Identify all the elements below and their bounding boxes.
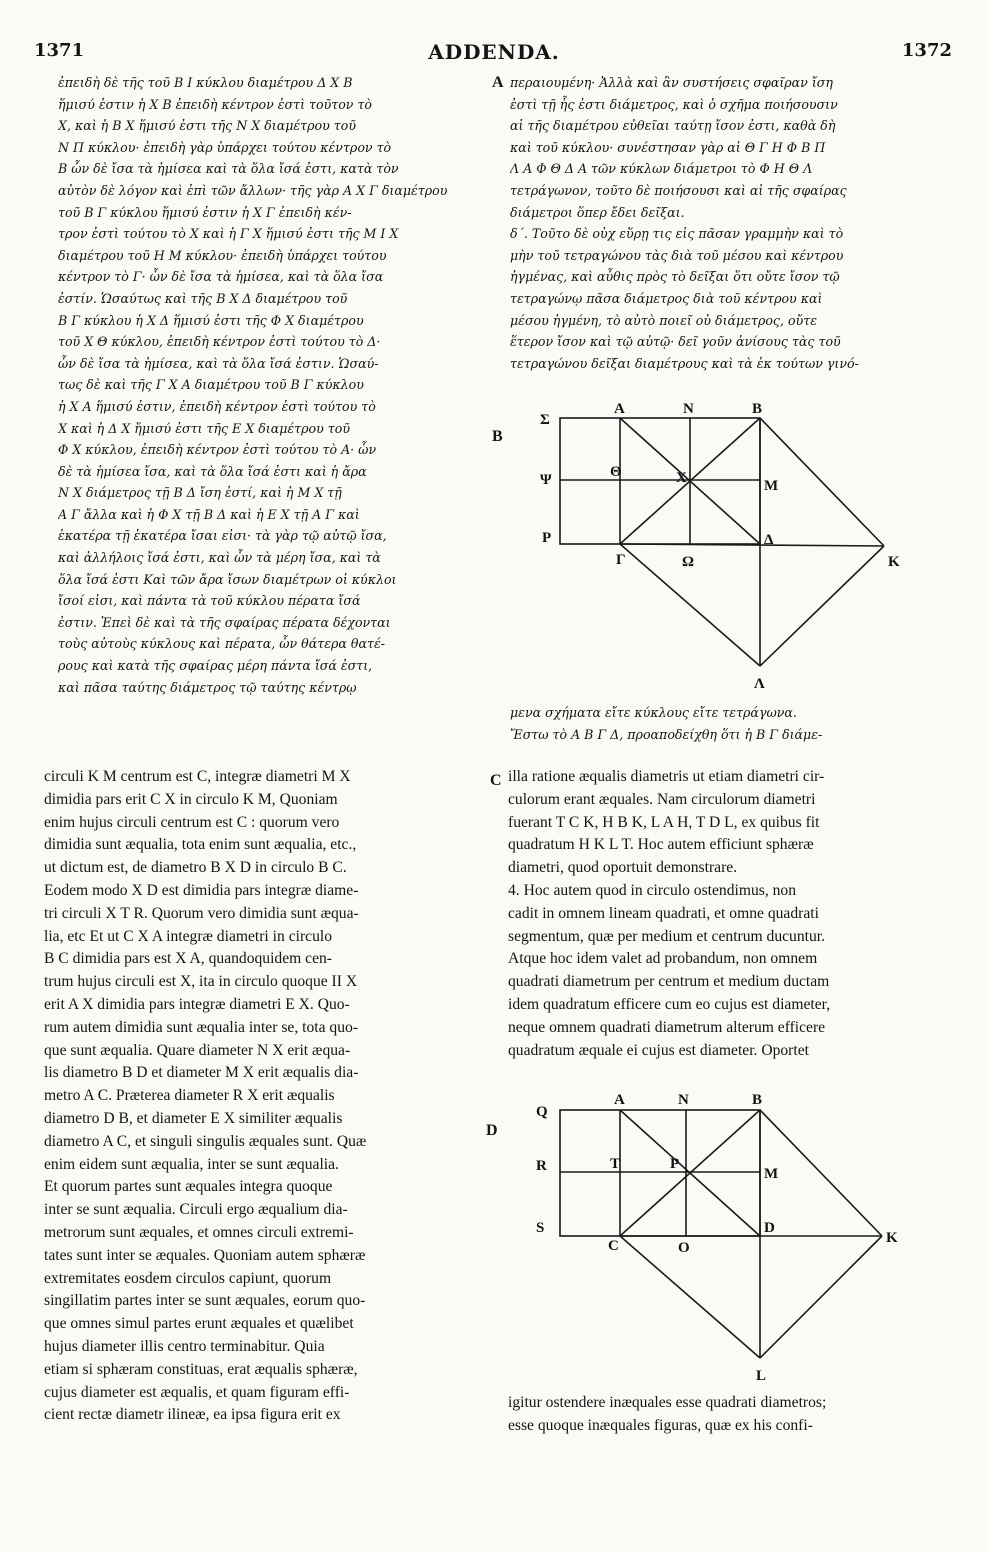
text-line: Β Γ κύκλου ἡ Χ Δ ἥμισύ ἐστι τῆς Φ Χ διαμέτρου <box>58 312 364 328</box>
text-line: ἐστὶ τῇ ἧς ἐστι διάμετρος, καὶ ὁ σχῆμα ποιήσουσιν <box>510 96 838 112</box>
latin-diagram <box>520 1082 920 1392</box>
label-m: M <box>764 1166 779 1182</box>
label-kappa: Κ <box>888 554 900 570</box>
text-line: τοῦ Χ Θ κύκλου, ἐπειδὴ κέντρον ἐστὶ τούτου τὸ Δ· <box>58 334 381 350</box>
text-line: etiam si sphæram constituas, erat æqualis sphæræ, <box>44 1360 358 1378</box>
text-line: δὲ τὰ ἡμίσεα ἴσα, καὶ τὰ ὅλα ἴσά ἐστι καὶ ἡ ἄρα <box>58 463 367 479</box>
label-omega: Ω <box>682 554 695 570</box>
text-line: τετραγώνῳ πᾶσα διάμετρος διὰ τοῦ κέντρου καὶ <box>510 290 823 306</box>
text-line: μέσου ἠγμένη, τὸ αὐτὸ ποιεῖ οὐ διάμετρος, οὔτε <box>510 312 817 328</box>
greek-column-left <box>58 72 482 698</box>
margin-marker-c: C <box>490 772 502 789</box>
text-line: τοὺς αὐτοὺς κύκλους καὶ πέρατα, ὧν θάτερα θατέ- <box>58 636 385 652</box>
text-line: Atque hoc idem valet ad probandum, non omnem <box>508 950 818 968</box>
text-line: 4. Hoc autem quod in circulo ostendimus, non <box>508 881 797 899</box>
label-sigma: Σ <box>540 412 550 428</box>
text-line: ὅλα ἴσά ἐστι Καὶ τῶν ἄρα ἴσων διαμέτρων οἱ κύκλοι <box>58 571 397 587</box>
text-line: dimidia sunt æqualia, tota enim sunt æqualia, etc., <box>44 836 357 854</box>
text-line: lis diametro B D et diameter M X erit æqualis dia- <box>44 1064 359 1082</box>
text-line: ut dictum est, de diametro B X D in circulo B C. <box>44 859 347 877</box>
text-line: ἐστίν. Ὡσαύτως καὶ τῆς Β Χ Δ διαμέτρου τοῦ <box>58 290 348 306</box>
margin-marker-d: D <box>486 1122 498 1139</box>
text-line: διαμέτρου τοῦ Η Μ κύκλου· ἐπειδὴ ὑπάρχει τούτου <box>58 247 387 263</box>
label-n: N <box>678 1092 689 1108</box>
text-line: erit A X dimidia pars integræ diametri E X. Quo- <box>44 995 350 1013</box>
text-line: τετράγωνον, τοῦτο δὲ ποιήσουσι καὶ αἱ τῆς σφαίρας <box>510 182 847 198</box>
text-line: αὐτὸν δὲ λόγον καὶ ἐπὶ τῶν ἄλλων· τῆς γὰρ Α Χ Γ διαμέτρου <box>58 182 448 198</box>
text-line: Eodem modo X D est dimidia pars integræ diame- <box>44 881 359 899</box>
text-line: ἐπειδὴ δὲ τῆς τοῦ Β Ι κύκλου διαμέτρου Δ Χ Β <box>58 75 353 90</box>
label-p: P <box>670 1156 680 1172</box>
text-line: καὶ τοῦ κύκλου· συνέστησαν γὰρ αἱ Θ Γ Η Φ Β Π <box>510 139 826 155</box>
greek-column-right-top <box>510 72 934 374</box>
edge-k-lambda <box>760 546 884 666</box>
label-psi: Ψ <box>540 472 552 488</box>
text-line: cujus diameter est æqualis, et quam figuram effi- <box>44 1383 350 1401</box>
text-line: metro A C. Præterea diameter R X erit æqualis <box>44 1087 335 1105</box>
label-theta: Θ <box>610 464 622 480</box>
text-line: τως δὲ καὶ τῆς Γ Χ Α διαμέτρου τοῦ Β Γ κύκλου <box>58 377 364 393</box>
text-line: illa ratione æqualis diametris ut etiam diametri cir- <box>508 768 825 785</box>
label-alpha: Α <box>614 401 625 417</box>
text-line: Λ Α Φ Θ Δ Α τῶν κύκλων διάμετροι τὸ Φ Η Θ Λ <box>510 161 813 177</box>
label-b: B <box>752 1092 763 1108</box>
latin-column-left <box>44 766 484 1427</box>
text-line: ἕτερον ἴσον καὶ τῷ αὐτῷ· δεῖ γοῦν ἀνίσους τὰς τοῦ <box>510 334 841 350</box>
text-line: dimidia pars erit C X in circulo K M, Quoniam <box>44 790 338 808</box>
text-line: τρον ἐστὶ τούτου τὸ Χ καὶ ἡ Γ Χ ἥμισύ ἐστι τῆς Μ Ι Χ <box>58 226 399 242</box>
text-line: Ἔστω τὸ Α Β Γ Δ, προαποδείχθη ὅτι ἡ Β Γ διάμε- <box>510 726 823 742</box>
page-number-left: 1371 <box>34 40 85 61</box>
text-line: μὴν τοῦ τετραγώνου τὰς διὰ τοῦ μέσου καὶ κέντρου <box>510 247 844 263</box>
text-line: lia, etc Et ut C X A integræ diametri in circulo <box>44 927 332 945</box>
label-q: Q <box>536 1104 548 1120</box>
text-line: idem quadratum efficere cum eo cujus est diameter, <box>508 995 831 1013</box>
text-line: κέντρον τὸ Γ· ὧν δὲ ἴσα τὰ ἡμίσεα, καὶ τὰ ὅλα ἴσα <box>58 269 384 285</box>
label-t: T <box>610 1156 621 1172</box>
greek-column-right-bottom <box>510 702 934 745</box>
latin-column-right-top <box>508 766 948 1062</box>
label-a: A <box>614 1092 625 1108</box>
line-gamma-k <box>620 544 884 546</box>
text-line: Α Γ ἄλλα καὶ ἡ Φ Χ τῇ Β Δ καὶ ἡ Ε Χ τῇ Α Γ καὶ <box>58 506 360 522</box>
text-line: neque omnem quadrati diametrum alterum efficere <box>508 1018 826 1036</box>
edge-k-l <box>760 1236 882 1358</box>
text-line: Ν Χ διάμετρος τῇ Β Δ ἴση ἐστί, καὶ ἡ Μ Χ τῇ <box>58 485 342 501</box>
edge-b-k <box>760 418 884 546</box>
text-line: μενα σχήματα εἴτε κύκλους εἴτε τετράγωνα. <box>510 705 797 720</box>
label-chi: Χ <box>676 470 687 486</box>
label-s: S <box>536 1220 545 1236</box>
page-number-right: 1372 <box>901 40 952 61</box>
text-line: ρους καὶ κατὰ τῆς σφαίρας μέρη πάντα ἴσά ἐστι, <box>58 658 373 674</box>
text-line: τετραγώνου δεῖξαι διαμέτρους καὶ τὰ ἐκ τούτων γινό- <box>510 355 859 371</box>
label-beta: Β <box>752 401 763 417</box>
text-line: καὶ πᾶσα ταύτης διάμετρος τῷ ταύτης κέντρῳ <box>58 679 357 695</box>
text-line: que omnes simul partes erunt æquales et quælibet <box>44 1315 354 1333</box>
text-line: αἱ τῆς διαμέτρου εὐθεῖαι ταύτῃ ἴσον ἐστι, καθὰ δὴ <box>510 118 836 134</box>
label-c: C <box>608 1238 619 1254</box>
label-delta: Δ <box>764 532 774 548</box>
label-nu: Ν <box>683 401 694 417</box>
text-line: τοῦ Β Γ κύκλου ἥμισύ ἐστιν ἡ Χ Γ ἐπειδὴ κέν- <box>58 204 352 220</box>
text-line: καὶ ἀλλήλοις ἴσά ἐστι, καὶ ὧν τὰ μέρη ἴσα, καὶ τὰ <box>58 550 381 566</box>
text-line: inter se sunt æqualia. Circuli ergo æqualium dia- <box>44 1201 348 1219</box>
text-line: enim hujus circuli centrum est C : quorum vero <box>44 813 340 831</box>
label-rho: Ρ <box>542 530 552 546</box>
greek-diagram <box>520 398 920 698</box>
text-line: hujus diameter illis centro terminabitur. Quia <box>44 1337 325 1355</box>
text-line: singillatim partes inter se sunt æquales, eorum quo- <box>44 1292 366 1310</box>
text-line: quadratum H K L T. Hoc autem efficiunt sphæræ <box>508 836 814 854</box>
text-line: cient rectæ diametr ilineæ, ea ipsa figura erit ex <box>44 1406 341 1424</box>
text-line: quadratum æquale ei cujus est diameter. Oportet <box>508 1041 809 1059</box>
label-k: K <box>886 1230 898 1246</box>
text-line: quadrati diametrum per centrum et medium ductam <box>508 973 830 991</box>
square-outline <box>560 1110 760 1236</box>
running-title: ADDENDA. <box>428 40 560 64</box>
text-line: περαιουμένη· Ἀλλὰ καὶ ἂν συστήσεις σφαῖραν ἴση <box>510 75 833 90</box>
text-line: Ν Π κύκλου· ἐπειδὴ γὰρ ὑπάρχει τούτου κέντρον τὸ <box>58 139 392 155</box>
text-line: circuli K M centrum est C, integræ diametri M X <box>44 768 351 785</box>
text-line: rum autem dimidia sunt æqualia inter se, tota quo- <box>44 1018 358 1036</box>
text-line: ἠγμένας, καὶ αὖθις πρὸς τὸ δεῖξαι ὅτι οὔτε ἴσον τῷ <box>510 269 840 285</box>
text-line: metrorum sunt æquales, et omnes circuli extremi- <box>44 1223 354 1241</box>
text-line: Φ Χ κύκλου, ἐπειδὴ κέντρον ἐστὶ τούτου τὸ Α· ὧν <box>58 442 377 458</box>
edge-b-k <box>760 1110 882 1236</box>
text-line: ἴσοί εἰσι, καὶ πάντα τὰ τοῦ κύκλου πέρατα ἴσά <box>58 593 361 609</box>
text-line: διάμετροι ὅπερ ἔδει δεῖξαι. <box>510 204 685 220</box>
text-line: extremitates eosdem circulos capiunt, quorum <box>44 1269 332 1287</box>
label-lambda: Λ <box>754 676 765 692</box>
label-r: R <box>536 1158 547 1174</box>
text-line: segmentum, quæ per medium et centrum ducuntur. <box>508 927 826 945</box>
text-line: diametri, quod oportuit demonstrare. <box>508 859 738 877</box>
edge-l-c <box>620 1236 760 1358</box>
margin-marker-b: B <box>492 428 503 445</box>
margin-marker-a: A <box>492 74 504 91</box>
latin-column-right-bottom <box>508 1392 948 1438</box>
text-line: B C dimidia pars est X A, quandoquidem cen- <box>44 950 333 968</box>
text-line: Χ, καὶ ἡ Β Χ ἥμισύ ἐστι τῆς Ν Χ διαμέτρου τοῦ <box>58 118 356 134</box>
text-line: esse quoque inæquales figuras, quæ ex his confi- <box>508 1416 813 1434</box>
text-line: ἥμισύ ἐστιν ἡ Χ Β ἐπειδὴ κέντρον ἐστὶ τοῦτον τὸ <box>58 96 372 112</box>
text-line: Β ὧν δὲ ἴσα τὰ ἡμίσεα καὶ τὰ ὅλα ἴσά ἐστι, κατὰ τὸν <box>58 161 399 177</box>
text-line: Χ καὶ ἡ Δ Χ ἥμισύ ἐστι τῆς Ε Χ διαμέτρου τοῦ <box>58 420 350 436</box>
label-d: D <box>764 1220 775 1236</box>
text-line: ἡ Χ Α ἥμισύ ἐστιν, ἐπειδὴ κέντρον ἐστὶ τούτου τὸ <box>58 398 376 414</box>
text-line: ἐστιν. Ἐπεὶ δὲ καὶ τὰ τῆς σφαίρας πέρατα δέχονται <box>58 614 391 630</box>
text-line: culorum erant æquales. Nam circulorum diametri <box>508 790 816 808</box>
text-line: trum hujus circuli est X, ita in circulo quoque II X <box>44 973 358 991</box>
text-line: cadit in omnem lineam quadrati, et omne quadrati <box>508 904 819 922</box>
text-line: Et quorum partes sunt æquales integra quoque <box>44 1178 333 1196</box>
text-line: tri circuli X T R. Quorum vero dimidia sunt æqua- <box>44 904 359 922</box>
text-line: fuerant T C K, H B K, L A H, T D L, ex quibus fit <box>508 813 820 831</box>
text-line: ὧν δὲ ἴσα τὰ ἡμίσεα, καὶ τὰ ὅλα ἴσά ἐστιν. Ὡσαύ- <box>58 355 379 371</box>
text-line: ἑκατέρα τῇ ἑκατέρα ἴσαι εἰσι· τὰ γὰρ τῷ αὐτῷ ἴσα, <box>58 528 387 544</box>
text-line: enim eidem sunt æqualia, inter se sunt æqualia. <box>44 1155 339 1173</box>
label-o: O <box>678 1240 690 1256</box>
text-line: que sunt æqualia. Quare diameter N X erit æqua- <box>44 1041 351 1059</box>
label-mu: Μ <box>764 478 779 494</box>
text-line: δ΄. Τοῦτο δὲ οὐχ εὕρῃ τις εἰς πᾶσαν γραμμὴν καὶ τὸ <box>510 226 844 242</box>
text-line: diametro A C, et singuli singulis æquales sunt. Quæ <box>44 1132 367 1150</box>
text-line: tates sunt inter se æquales. Quoniam autem sphæræ <box>44 1246 366 1264</box>
square-outline <box>560 418 760 544</box>
text-line: igitur ostendere inæquales esse quadrati diametros; <box>508 1394 827 1411</box>
label-gamma: Γ <box>616 552 626 568</box>
label-l: L <box>756 1368 767 1384</box>
text-line: diametro D B, et diameter E X similiter æqualis <box>44 1109 343 1127</box>
